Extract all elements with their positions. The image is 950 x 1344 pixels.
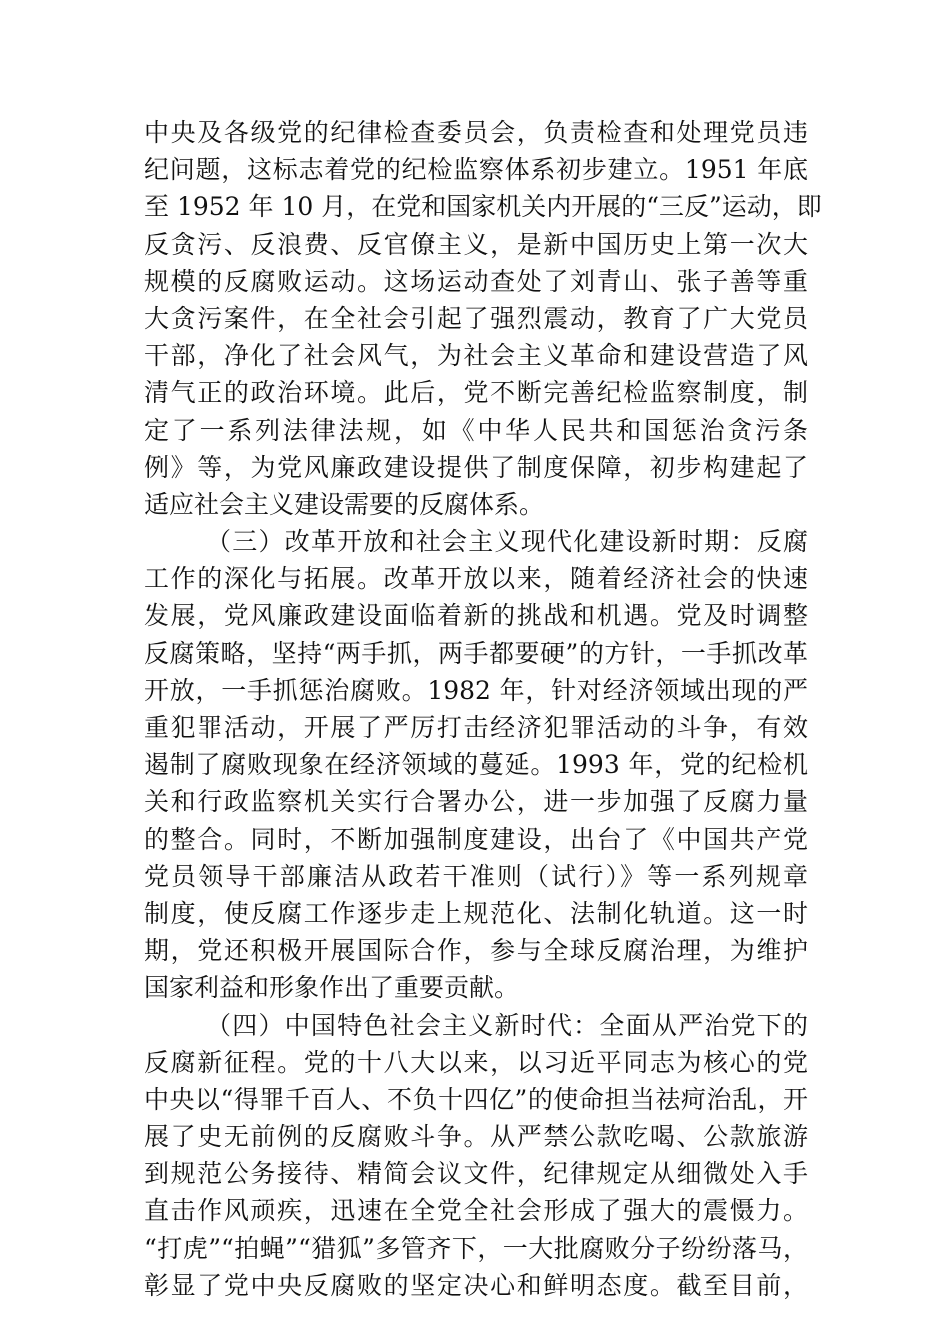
text-line: 干部，净化了社会风气，为社会主义革命和建设营造了风	[144, 341, 808, 371]
text-line: 关和行政监察机关实行合署办公，进一步加强了反腐力量	[144, 787, 808, 817]
text-line: 反腐策略，坚持“两手抓，两手都要硬”的方针，一手抓改革	[144, 638, 808, 668]
paragraph-1	[144, 114, 822, 523]
text-line: 中央及各级党的纪律检查委员会，负责检查和处理党员违	[144, 118, 808, 147]
text-line: 制度，使反腐工作逐步走上规范化、法制化轨道。这一时	[144, 898, 808, 928]
text-line: 发展，党风廉政建设面临着新的挑战和机遇。党及时调整	[144, 601, 808, 631]
text-line: 工作的深化与拓展。改革开放以来，随着经济社会的快速	[144, 564, 808, 594]
text-line: 党员领导干部廉洁从政若干准则（试行）》等一系列规章	[144, 861, 808, 891]
text-line: 反贪污、反浪费、反官僚主义，是新中国历史上第一次大	[144, 229, 808, 259]
text-line: 纪问题，这标志着党的纪检监察体系初步建立。1951 年底	[144, 155, 808, 185]
text-line: 的整合。同时，不断加强制度建设，出台了《中国共产党	[144, 824, 808, 854]
text-line: 遏制了腐败现象在经济领域的蔓延。1993 年，党的纪检机	[144, 750, 808, 780]
text-line: 期，党还积极开展国际合作，参与全球反腐治理，为维护	[144, 936, 808, 966]
text-line: 大贪污案件，在全社会引起了强烈震动，教育了广大党员	[144, 303, 808, 333]
text-line: 清气正的政治环境。此后，党不断完善纪检监察制度，制	[144, 378, 808, 408]
text-line: 到规范公务接待、精简会议文件，纪律规定从细微处入手	[144, 1159, 808, 1189]
text-line: 展了史无前例的反腐败斗争。从严禁公款吃喝、公款旅游	[144, 1122, 808, 1152]
text-line: 彰显了党中央反腐败的坚定决心和鲜明态度。截至目前，	[144, 1270, 808, 1300]
paragraph-3	[144, 1007, 808, 1305]
text-line: 规模的反腐败运动。这场运动查处了刘青山、张子善等重	[144, 266, 808, 296]
paragraph-2	[144, 523, 808, 1006]
text-line: 直击作风顽疾，迅速在全党全社会形成了强大的震慑力。	[144, 1196, 808, 1226]
text-line: 国家利益和形象作出了重要贡献。	[144, 973, 520, 1003]
text-line: 定了一系列法律法规，如《中华人民共和国惩治贪污条	[144, 415, 808, 445]
text-line: （三）改革开放和社会主义现代化建设新时期：反腐	[206, 527, 808, 557]
text-line: （四）中国特色社会主义新时代：全面从严治党下的	[206, 1010, 808, 1040]
text-line: 至 1952 年 10 月，在党和国家机关内开展的“三反”运动，即	[144, 192, 822, 222]
text-line: “打虎”“拍蝇”“猎狐”多管齐下，一大批腐败分子纷纷落马，	[144, 1233, 808, 1263]
text-line: 例》等，为党风廉政建设提供了制度保障，初步构建起了	[144, 452, 808, 482]
text-line: 反腐新征程。党的十八大以来，以习近平同志为核心的党	[144, 1047, 808, 1077]
text-line: 开放，一手抓惩治腐败。1982 年，针对经济领域出现的严	[144, 675, 808, 705]
text-line: 适应社会主义建设需要的反腐体系。	[144, 489, 545, 519]
text-line: 中央以“得罪千百人、不负十四亿”的使命担当祛疴治乱，开	[144, 1084, 808, 1114]
body-text	[144, 114, 822, 1304]
text-line: 重犯罪活动，开展了严厉打击经济犯罪活动的斗争，有效	[144, 713, 808, 742]
